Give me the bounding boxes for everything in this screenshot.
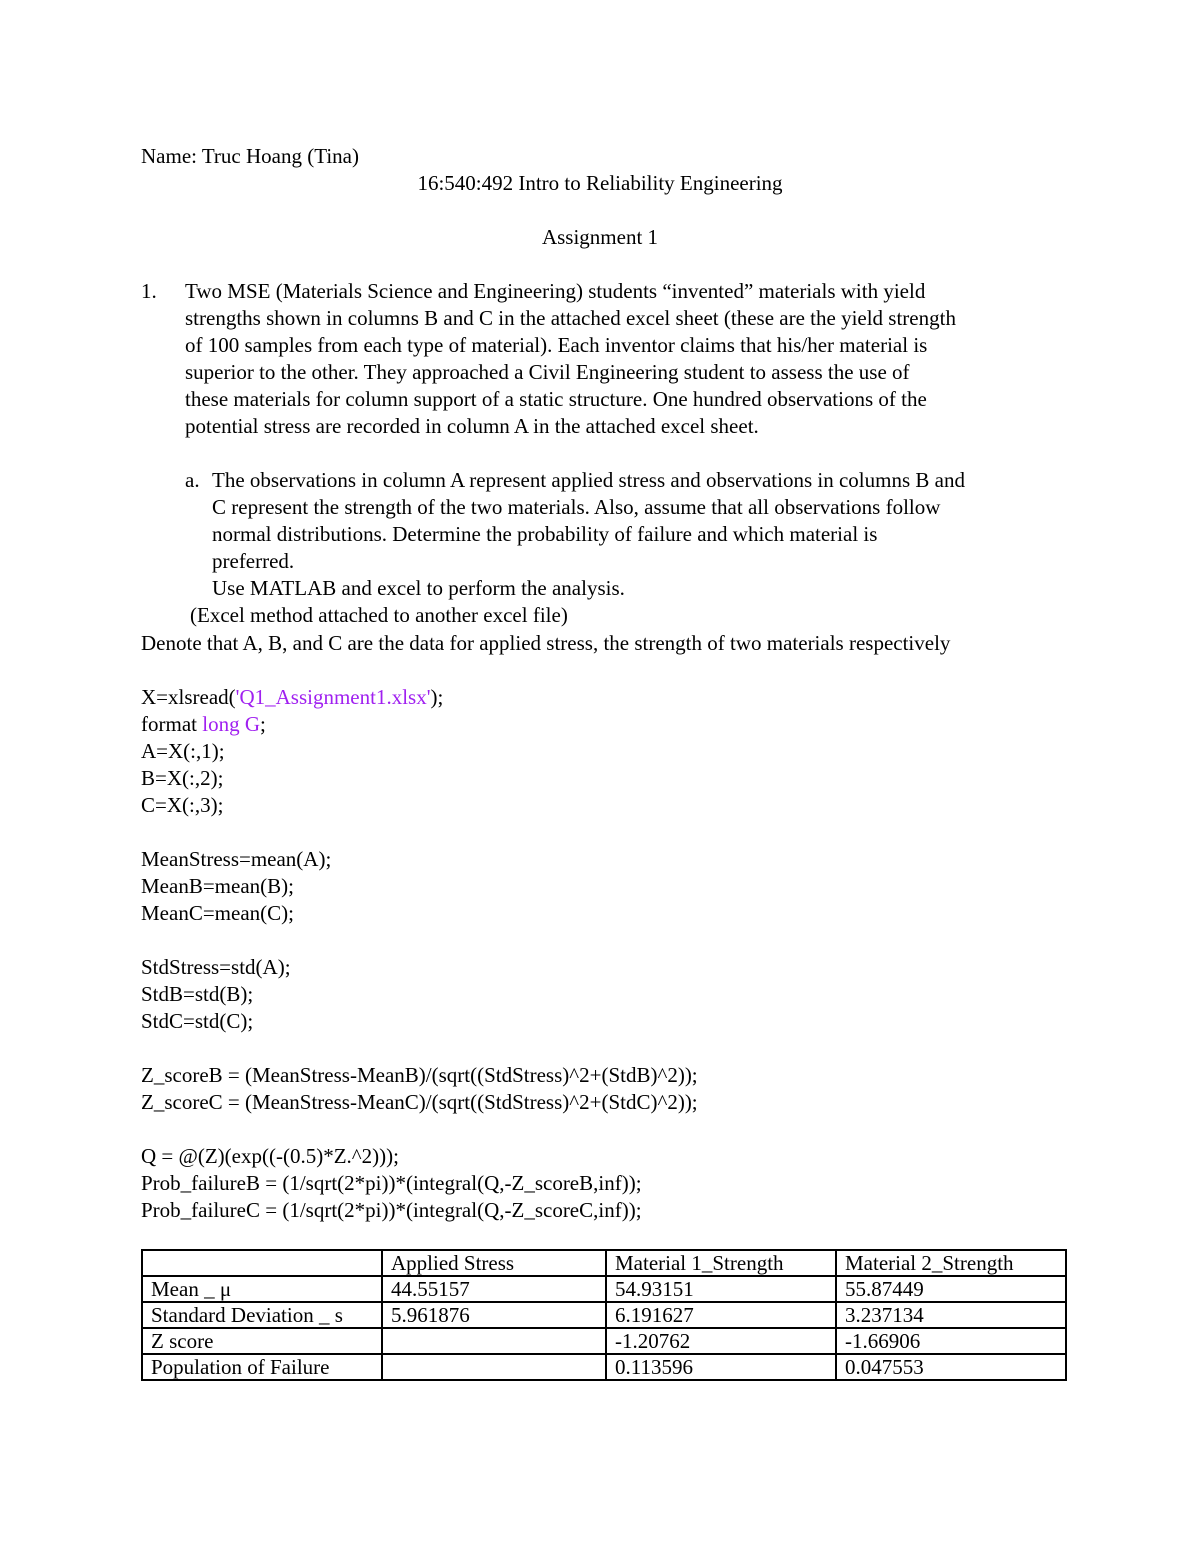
code-line: StdStress=std(A); <box>141 955 291 979</box>
assignment-title: Assignment 1 <box>541 225 659 249</box>
table-cell: 0.047553 <box>836 1354 1066 1380</box>
results-table <box>141 1249 1067 1381</box>
table-cell: Standard Deviation _ s <box>142 1302 382 1328</box>
course-title: 16:540:492 Intro to Reliability Engineering <box>417 171 783 195</box>
code-keyword: long G <box>202 712 260 736</box>
table-cell: Z score <box>142 1328 382 1354</box>
code-line: StdC=std(C); <box>141 1009 254 1033</box>
table-cell: 44.55157 <box>382 1276 606 1302</box>
code-line: C=X(:,3); <box>141 793 224 817</box>
question-text-line: these materials for column support of a static structure. One hundred observations of the <box>185 387 927 411</box>
code-line: MeanB=mean(B); <box>141 874 294 898</box>
table-cell: Mean _ μ <box>142 1276 382 1302</box>
code-line: A=X(:,1); <box>141 739 225 763</box>
part-text-line: The observations in column A represent applied stress and observations in columns B and <box>212 468 965 492</box>
table-cell: 0.113596 <box>606 1354 836 1380</box>
question-text-line: superior to the other. They approached a Civil Engineering student to assess the use of <box>185 360 910 384</box>
part-text-line: C represent the strength of the two materials. Also, assume that all observations follow <box>212 495 941 519</box>
table-header-cell: Applied Stress <box>382 1250 606 1276</box>
table-row <box>142 1302 1066 1328</box>
table-row <box>142 1328 1066 1354</box>
table-header-row <box>142 1250 1066 1276</box>
question-text-line: of 100 samples from each type of material). Each inventor claims that his/her material is <box>185 333 928 357</box>
question-text-line: strengths shown in columns B and C in the attached excel sheet (these are the yield strength <box>185 306 956 330</box>
code-line: Q = @(Z)(exp((-(0.5)*Z.^2))); <box>141 1144 399 1168</box>
code-line: Prob_failureB = (1/sqrt(2*pi))*(integral(Q,-Z_scoreB,inf)); <box>141 1171 642 1195</box>
table-cell: 55.87449 <box>836 1276 1066 1302</box>
table-header-cell: Material 2_Strength <box>836 1250 1066 1276</box>
code-string: 'Q1_Assignment1.xlsx' <box>235 685 431 709</box>
code-line: B=X(:,2); <box>141 766 224 790</box>
code-line: StdB=std(B); <box>141 982 254 1006</box>
student-name: Name: Truc Hoang (Tina) <box>141 144 359 168</box>
table-cell <box>382 1354 606 1380</box>
table-header-cell: Material 1_Strength <box>606 1250 836 1276</box>
table-row <box>142 1276 1066 1302</box>
table-header-cell <box>142 1250 382 1276</box>
denote-text: Denote that A, B, and C are the data for applied stress, the strength of two materials respectively <box>141 631 951 655</box>
code-line: MeanC=mean(C); <box>141 901 294 925</box>
question-text-line: Two MSE (Materials Science and Engineering) students “invented” materials with yield <box>185 279 926 303</box>
question-text-line: potential stress are recorded in column A in the attached excel sheet. <box>185 414 759 438</box>
table-cell: Population of Failure <box>142 1354 382 1380</box>
excel-note: (Excel method attached to another excel file) <box>190 603 568 627</box>
table-cell: 6.191627 <box>606 1302 836 1328</box>
table-cell: 5.961876 <box>382 1302 606 1328</box>
table-cell: 54.93151 <box>606 1276 836 1302</box>
table-row <box>142 1354 1066 1380</box>
code-line: Z_scoreC = (MeanStress-MeanC)/(sqrt((StdStress)^2+(StdC)^2)); <box>141 1090 698 1114</box>
table-cell: -1.66906 <box>836 1328 1066 1354</box>
part-text-line: Use MATLAB and excel to perform the analysis. <box>212 576 625 600</box>
table-cell: 3.237134 <box>836 1302 1066 1328</box>
code-line-xlsread: X=xlsread('Q1_Assignment1.xlsx'); <box>141 685 444 709</box>
code-line: Prob_failureC = (1/sqrt(2*pi))*(integral(Q,-Z_scoreC,inf)); <box>141 1198 642 1222</box>
code-line: MeanStress=mean(A); <box>141 847 332 871</box>
code-line-format: format long G; <box>141 712 266 736</box>
question-number: 1. <box>141 279 157 303</box>
table-cell <box>382 1328 606 1354</box>
part-text-line: normal distributions. Determine the probability of failure and which material is <box>212 522 878 546</box>
part-text-line: preferred. <box>212 549 295 573</box>
table-cell: -1.20762 <box>606 1328 836 1354</box>
code-line: Z_scoreB = (MeanStress-MeanB)/(sqrt((StdStress)^2+(StdB)^2)); <box>141 1063 698 1087</box>
part-label: a. <box>185 468 200 492</box>
